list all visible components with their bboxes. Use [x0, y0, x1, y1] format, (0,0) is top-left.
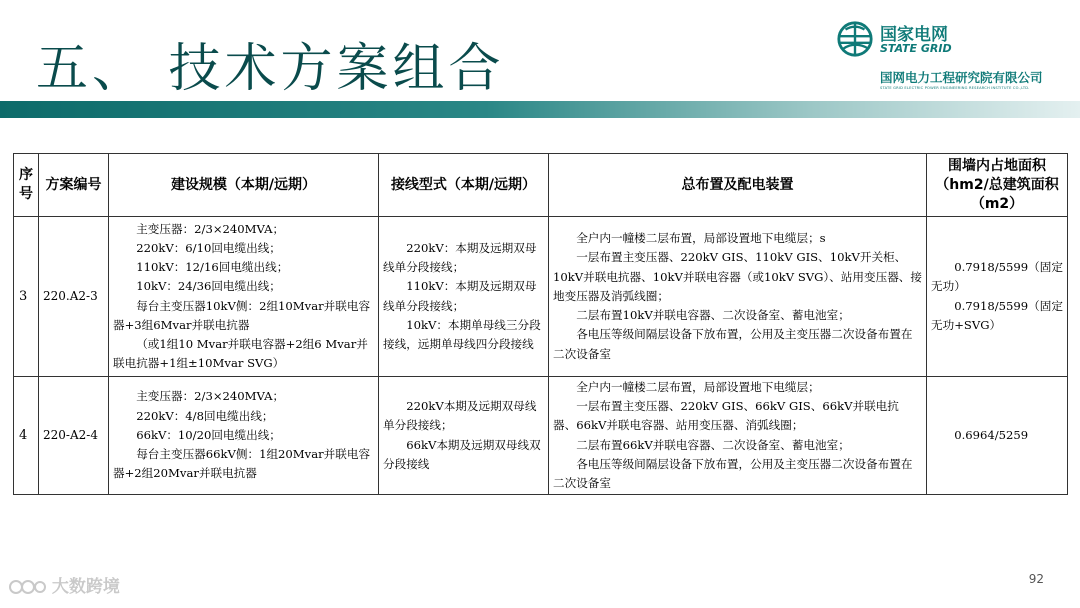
layout-line: 一层布置主变压器、220kV GIS、66kV GIS、66kV并联电抗器、66kV并联电容器、站用变压器、消弧线圈； — [553, 399, 899, 433]
header-code: 方案编号 — [39, 154, 109, 217]
layout-line: 一层布置主变压器、220kV GIS、110kV GIS、10kV开关柜、10kV并联电抗器、10kV并联电容器（或10kV SVG）、站用变压器、接地变压器及消弧线圈； — [553, 250, 922, 303]
cell-wiring — [379, 217, 549, 377]
layout-line: 各电压等级间隔层设备下放布置，公用及主变压器二次设备布置在二次设备室 — [553, 456, 913, 490]
layout-line: 二层布置10kV并联电容器、二次设备室、蓄电池室； — [576, 308, 850, 323]
header-layout: 总布置及配电装置 — [549, 154, 927, 217]
logo-english-name: STATE GRID — [880, 42, 952, 55]
cell-area — [927, 377, 1068, 495]
cell-code: 220.A2-3 — [39, 217, 109, 377]
cell-seq: 4 — [14, 377, 39, 495]
table-row — [14, 217, 1068, 377]
cell-area — [927, 217, 1068, 377]
table-row — [14, 377, 1068, 495]
scale-line: （或1组10 Mvar并联电容器+2组6 Mvar并联电抗器+1组±10Mvar SVG） — [113, 336, 368, 371]
layout-line: 各电压等级间隔层设备下放布置，公用及主变压器二次设备布置在二次设备室 — [553, 327, 913, 361]
layout-line: 全户内一幢楼二层布置，局部设置地下电缆层； — [576, 379, 820, 394]
watermark-text: 大数跨境 — [51, 577, 120, 597]
header-seq: 序号 — [14, 154, 39, 217]
area-line: 0.7918/5599（固定无功） — [931, 260, 1063, 294]
watermark-logo-icon — [8, 576, 46, 598]
scale-line: 220kV：6/10回电缆出线； — [136, 240, 281, 255]
scale-line: 主变压器：2/3×240MVA； — [136, 221, 285, 236]
logo-chinese-name: 国家电网 — [880, 25, 948, 45]
scale-line: 66kV：10/20回电缆出线； — [136, 427, 281, 442]
cell-scale — [109, 377, 379, 495]
watermark — [8, 572, 120, 598]
layout-line: 二层布置66kV并联电容器、二次设备室、蓄电池室； — [576, 437, 850, 452]
cell-code: 220-A2-4 — [39, 377, 109, 495]
table-header-row — [14, 154, 1068, 217]
cell-seq: 3 — [14, 217, 39, 377]
wiring-line: 10kV：本期单母线三分段接线，远期单母线四分段接线 — [383, 317, 541, 351]
cell-scale — [109, 217, 379, 377]
cell-layout — [549, 377, 927, 495]
area-line: 0.6964/5259 — [954, 427, 1029, 442]
cell-wiring — [379, 377, 549, 495]
header-gradient-bar — [0, 101, 1080, 118]
institute-english-name: STATE GRID ELECTRIC POWER ENGINEERING RESEARCH INSTITUTE CO.,LTD. — [880, 86, 1030, 90]
scale-line: 10kV：24/36回电缆出线； — [136, 279, 281, 294]
scale-line: 220kV：4/8回电缆出线； — [136, 408, 274, 423]
scale-line: 每台主变压器66kV侧：1组20Mvar并联电容器+2组20Mvar并联电抗器 — [113, 447, 371, 481]
cell-layout — [549, 217, 927, 377]
header-wiring: 接线型式（本期/远期） — [379, 154, 549, 217]
scheme-table — [13, 153, 1068, 495]
scale-line: 主变压器：2/3×240MVA； — [136, 389, 285, 404]
scale-line: 110kV：12/16回电缆出线； — [136, 260, 289, 275]
page-title: 五、 技术方案组合 — [36, 39, 505, 99]
institute-name: 国网电力工程研究院有限公司 — [880, 70, 1043, 85]
wiring-line: 220kV：本期及远期双母线单分段接线； — [383, 240, 537, 275]
header-scale: 建设规模（本期/远期） — [109, 154, 379, 217]
header-area: 围墙内占地面积（hm2/总建筑面积（m2） — [927, 154, 1068, 217]
wiring-line: 66kV本期及远期双母线双分段接线 — [383, 437, 541, 471]
layout-line: 全户内一幢楼二层布置，局部设置地下电缆层；s — [576, 231, 826, 246]
area-line: 0.7918/5599（固定无功+SVG） — [931, 298, 1063, 332]
page-number: 92 — [1028, 572, 1044, 586]
scale-line: 每台主变压器10kV侧：2组10Mvar并联电容器+3组6Mvar并联电抗器 — [113, 298, 371, 332]
wiring-line: 220kV本期及远期双母线单分段接线； — [383, 399, 537, 433]
state-grid-logo — [836, 20, 1066, 100]
state-grid-emblem-icon — [836, 20, 874, 58]
wiring-line: 110kV：本期及远期双母线单分段接线； — [383, 279, 537, 313]
